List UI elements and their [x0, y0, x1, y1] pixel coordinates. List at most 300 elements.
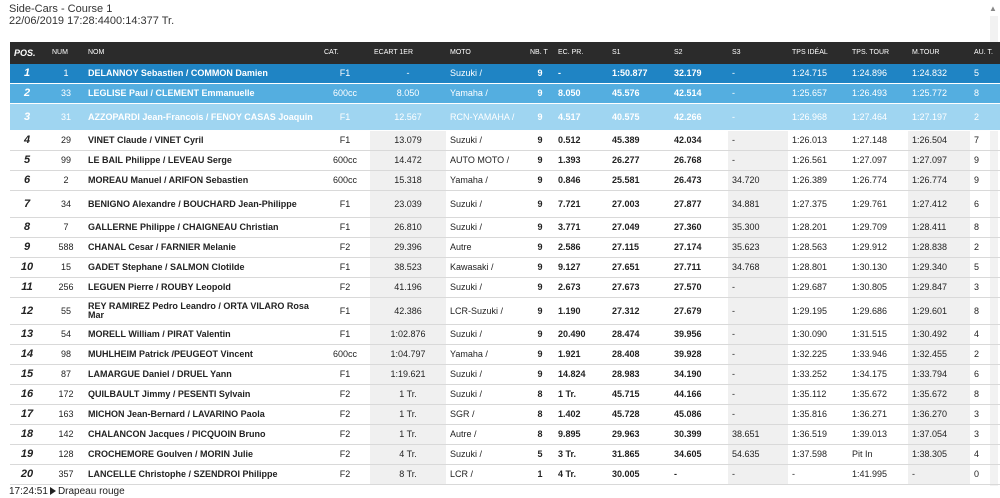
cell-laps-ago: 3 — [970, 425, 1000, 445]
cell-sector-3: - — [728, 278, 788, 298]
cell-position: 11 — [10, 278, 48, 298]
cell-sector-1: 27.115 — [608, 238, 670, 258]
cell-category: F1 — [320, 365, 370, 385]
cell-laps-ago: 2 — [970, 238, 1000, 258]
cell-number: 7 — [48, 218, 84, 238]
cell-driver-names: REY RAMIREZ Pedro Leandro / ORTA VILARO Rosa Mar — [84, 298, 320, 325]
cell-category: 600cc — [320, 151, 370, 171]
cell-ideal-time: 1:30.090 — [788, 325, 848, 345]
cell-number: 128 — [48, 445, 84, 465]
table-row[interactable] — [10, 345, 1000, 365]
cell-lap-time: 1:27.464 — [848, 104, 908, 131]
footer-message: Drapeau rouge — [57, 486, 125, 497]
cell-laps-ago: 6 — [970, 365, 1000, 385]
cell-sector-3: 34.881 — [728, 191, 788, 218]
cell-lap-time: 1:27.097 — [848, 151, 908, 171]
cell-laps: 8 — [526, 405, 554, 425]
table-row[interactable] — [10, 64, 1000, 84]
cell-laps: 1 — [526, 465, 554, 485]
cell-bike: RCN-YAMAHA / — [446, 104, 526, 131]
cell-gap-leader: 12.567 — [370, 104, 446, 131]
cell-position: 16 — [10, 385, 48, 405]
column-header[interactable]: NUM — [48, 42, 84, 64]
cell-laps-ago: 2 — [970, 104, 1000, 131]
cell-gap-previous: 4.517 — [554, 104, 608, 131]
cell-laps-ago: 8 — [970, 84, 1000, 104]
cell-laps: 9 — [526, 345, 554, 365]
table-row[interactable] — [10, 405, 1000, 425]
cell-bike: Autre — [446, 238, 526, 258]
cell-gap-leader: 1:04.797 — [370, 345, 446, 365]
column-header[interactable]: S3 — [728, 42, 788, 64]
column-header[interactable]: AU. T. — [970, 42, 1000, 64]
cell-position: 2 — [10, 84, 48, 104]
cell-lap-time: 1:27.148 — [848, 131, 908, 151]
cell-sector-1: 28.408 — [608, 345, 670, 365]
cell-ideal-time: 1:32.225 — [788, 345, 848, 365]
cell-laps: 8 — [526, 385, 554, 405]
cell-sector-1: 27.049 — [608, 218, 670, 238]
cell-lap-time: 1:39.013 — [848, 425, 908, 445]
cell-sector-1: 25.581 — [608, 171, 670, 191]
table-row[interactable] — [10, 325, 1000, 345]
cell-sector-1: 27.312 — [608, 298, 670, 325]
cell-sector-3: - — [728, 345, 788, 365]
cell-ideal-time: - — [788, 465, 848, 485]
column-header[interactable]: S2 — [670, 42, 728, 64]
cell-laps: 9 — [526, 104, 554, 131]
cell-best-lap: 1:25.772 — [908, 84, 970, 104]
cell-driver-names: LAMARGUE Daniel / DRUEL Yann — [84, 365, 320, 385]
cell-ideal-time: 1:36.519 — [788, 425, 848, 445]
cell-sector-1: 27.673 — [608, 278, 670, 298]
cell-sector-3: 34.768 — [728, 258, 788, 278]
cell-position: 15 — [10, 365, 48, 385]
table-row[interactable] — [10, 445, 1000, 465]
cell-bike: Kawasaki / — [446, 258, 526, 278]
table-row[interactable] — [10, 465, 1000, 485]
cell-category: F1 — [320, 131, 370, 151]
cell-lap-time: 1:30.805 — [848, 278, 908, 298]
cell-category: F2 — [320, 238, 370, 258]
cell-driver-names: GALLERNE Philippe / CHAIGNEAU Christian — [84, 218, 320, 238]
cell-number: 15 — [48, 258, 84, 278]
cell-position: 17 — [10, 405, 48, 425]
cell-bike: Yamaha / — [446, 171, 526, 191]
table-row[interactable] — [10, 278, 1000, 298]
cell-sector-1: 27.003 — [608, 191, 670, 218]
cell-gap-previous: 1.393 — [554, 151, 608, 171]
cell-sector-3: 34.720 — [728, 171, 788, 191]
play-arrow-icon — [50, 487, 56, 495]
column-header[interactable]: TPS IDÉAL — [788, 42, 848, 64]
table-row[interactable] — [10, 151, 1000, 171]
cell-lap-time: Pit In — [848, 445, 908, 465]
cell-bike: Suzuki / — [446, 278, 526, 298]
cell-bike: Autre / — [446, 425, 526, 445]
cell-laps-ago: 0 — [970, 465, 1000, 485]
cell-position: 6 — [10, 171, 48, 191]
cell-gap-previous: 1.402 — [554, 405, 608, 425]
cell-sector-2: 34.190 — [670, 365, 728, 385]
cell-position: 13 — [10, 325, 48, 345]
cell-position: 14 — [10, 345, 48, 365]
cell-laps: 9 — [526, 151, 554, 171]
cell-laps-ago: 8 — [970, 298, 1000, 325]
cell-number: 33 — [48, 84, 84, 104]
table-row[interactable] — [10, 218, 1000, 238]
cell-ideal-time: 1:26.013 — [788, 131, 848, 151]
cell-bike: Suzuki / — [446, 385, 526, 405]
cell-number: 2 — [48, 171, 84, 191]
cell-sector-2: 27.174 — [670, 238, 728, 258]
cell-sector-2: 34.605 — [670, 445, 728, 465]
cell-sector-2: 39.956 — [670, 325, 728, 345]
table-row[interactable] — [10, 425, 1000, 445]
cell-sector-1: 1:50.877 — [608, 64, 670, 84]
cell-ideal-time: 1:24.715 — [788, 64, 848, 84]
race-datetime: 22/06/2019 17:28:4400:14:377 Tr. — [9, 15, 175, 27]
cell-gap-leader: 1:19.621 — [370, 365, 446, 385]
cell-sector-1: 45.715 — [608, 385, 670, 405]
cell-sector-3: 38.651 — [728, 425, 788, 445]
cell-laps-ago: 4 — [970, 325, 1000, 345]
column-header[interactable]: CAT. — [320, 42, 370, 64]
cell-best-lap: 1:24.832 — [908, 64, 970, 84]
column-header[interactable]: MOTO — [446, 42, 526, 64]
cell-sector-3: - — [728, 151, 788, 171]
cell-driver-names: MOREAU Manuel / ARIFON Sebastien — [84, 171, 320, 191]
cell-bike: Suzuki / — [446, 325, 526, 345]
cell-sector-2: 42.266 — [670, 104, 728, 131]
column-header[interactable]: POS. — [10, 42, 48, 64]
cell-laps-ago: 6 — [970, 191, 1000, 218]
cell-laps: 8 — [526, 425, 554, 445]
cell-best-lap: 1:32.455 — [908, 345, 970, 365]
cell-category: F2 — [320, 278, 370, 298]
cell-ideal-time: 1:35.112 — [788, 385, 848, 405]
cell-number: 99 — [48, 151, 84, 171]
cell-category: F1 — [320, 218, 370, 238]
cell-position: 10 — [10, 258, 48, 278]
column-header[interactable]: EC. PR. — [554, 42, 608, 64]
cell-gap-leader: 13.079 — [370, 131, 446, 151]
cell-sector-3: - — [728, 405, 788, 425]
cell-best-lap: 1:29.601 — [908, 298, 970, 325]
table-row[interactable] — [10, 171, 1000, 191]
cell-sector-3: - — [728, 298, 788, 325]
column-header[interactable]: S1 — [608, 42, 670, 64]
cell-best-lap: 1:33.794 — [908, 365, 970, 385]
cell-driver-names: LANCELLE Christophe / SZENDROI Philippe — [84, 465, 320, 485]
cell-sector-1: 28.474 — [608, 325, 670, 345]
cell-ideal-time: 1:28.801 — [788, 258, 848, 278]
cell-lap-time: 1:41.995 — [848, 465, 908, 485]
cell-lap-time: 1:29.709 — [848, 218, 908, 238]
cell-lap-time: 1:29.912 — [848, 238, 908, 258]
cell-ideal-time: 1:26.561 — [788, 151, 848, 171]
cell-ideal-time: 1:28.563 — [788, 238, 848, 258]
cell-gap-leader: 41.196 — [370, 278, 446, 298]
cell-gap-previous: 20.490 — [554, 325, 608, 345]
cell-best-lap: 1:26.504 — [908, 131, 970, 151]
table-row[interactable] — [10, 191, 1000, 218]
cell-sector-3: 35.300 — [728, 218, 788, 238]
column-header[interactable]: M.TOUR — [908, 42, 970, 64]
cell-laps: 9 — [526, 218, 554, 238]
cell-gap-previous: 1 Tr. — [554, 385, 608, 405]
cell-sector-2: 42.514 — [670, 84, 728, 104]
cell-bike: Yamaha / — [446, 345, 526, 365]
scroll-up-icon[interactable]: ▲ — [989, 4, 997, 13]
cell-bike: Suzuki / — [446, 64, 526, 84]
cell-driver-names: AZZOPARDI Jean-Francois / FENOY CASAS Joaquin — [84, 104, 320, 131]
cell-laps-ago: 8 — [970, 385, 1000, 405]
cell-laps: 9 — [526, 278, 554, 298]
cell-bike: Yamaha / — [446, 84, 526, 104]
cell-best-lap: 1:27.412 — [908, 191, 970, 218]
cell-category: F2 — [320, 445, 370, 465]
cell-gap-previous: 3 Tr. — [554, 445, 608, 465]
cell-bike: Suzuki / — [446, 218, 526, 238]
cell-gap-leader: 15.318 — [370, 171, 446, 191]
cell-driver-names: CROCHEMORE Goulven / MORIN Julie — [84, 445, 320, 465]
cell-laps: 9 — [526, 258, 554, 278]
table-row[interactable] — [10, 258, 1000, 278]
cell-category: F2 — [320, 425, 370, 445]
cell-sector-1: 27.651 — [608, 258, 670, 278]
cell-driver-names: GADET Stephane / SALMON Clotilde — [84, 258, 320, 278]
cell-sector-2: 26.473 — [670, 171, 728, 191]
cell-category: 600cc — [320, 171, 370, 191]
cell-number: 142 — [48, 425, 84, 445]
table-row[interactable] — [10, 385, 1000, 405]
cell-gap-leader: 42.386 — [370, 298, 446, 325]
cell-category: 600cc — [320, 84, 370, 104]
cell-lap-time: 1:26.774 — [848, 171, 908, 191]
cell-best-lap: 1:28.838 — [908, 238, 970, 258]
cell-gap-leader: 8.050 — [370, 84, 446, 104]
cell-driver-names: BENIGNO Alexandre / BOUCHARD Jean-Philippe — [84, 191, 320, 218]
cell-sector-3: - — [728, 465, 788, 485]
cell-laps: 9 — [526, 84, 554, 104]
cell-bike: Suzuki / — [446, 365, 526, 385]
cell-category: F2 — [320, 405, 370, 425]
cell-lap-time: 1:31.515 — [848, 325, 908, 345]
cell-gap-leader: 38.523 — [370, 258, 446, 278]
table-row[interactable] — [10, 238, 1000, 258]
cell-sector-1: 26.277 — [608, 151, 670, 171]
cell-lap-time: 1:36.271 — [848, 405, 908, 425]
cell-best-lap: 1:37.054 — [908, 425, 970, 445]
cell-number: 357 — [48, 465, 84, 485]
cell-sector-3: - — [728, 131, 788, 151]
table-row[interactable] — [10, 84, 1000, 104]
cell-laps-ago: 3 — [970, 278, 1000, 298]
cell-position: 8 — [10, 218, 48, 238]
cell-gap-previous: 7.721 — [554, 191, 608, 218]
cell-sector-3: - — [728, 84, 788, 104]
cell-category: F1 — [320, 191, 370, 218]
cell-position: 5 — [10, 151, 48, 171]
cell-sector-3: 54.635 — [728, 445, 788, 465]
column-header[interactable]: NOM — [84, 42, 320, 64]
cell-lap-time: 1:35.672 — [848, 385, 908, 405]
cell-number: 1 — [48, 64, 84, 84]
results-table-container — [10, 42, 993, 480]
cell-driver-names: CHANAL Cesar / FARNIER Melanie — [84, 238, 320, 258]
cell-gap-previous: 9.127 — [554, 258, 608, 278]
cell-laps: 9 — [526, 298, 554, 325]
cell-position: 7 — [10, 191, 48, 218]
table-row[interactable] — [10, 131, 1000, 151]
cell-laps: 9 — [526, 325, 554, 345]
cell-driver-names: DELANNOY Sebastien / COMMON Damien — [84, 64, 320, 84]
cell-gap-leader: 1 Tr. — [370, 385, 446, 405]
cell-ideal-time: 1:26.968 — [788, 104, 848, 131]
cell-laps-ago: 2 — [970, 345, 1000, 365]
cell-driver-names: QUILBAULT Jimmy / PESENTI Sylvain — [84, 385, 320, 405]
cell-sector-2: 30.399 — [670, 425, 728, 445]
cell-number: 29 — [48, 131, 84, 151]
cell-sector-1: 45.728 — [608, 405, 670, 425]
cell-number: 54 — [48, 325, 84, 345]
cell-laps: 9 — [526, 131, 554, 151]
table-row[interactable] — [10, 298, 1000, 325]
cell-best-lap: 1:29.847 — [908, 278, 970, 298]
cell-laps: 9 — [526, 238, 554, 258]
column-header[interactable]: TPS. TOUR — [848, 42, 908, 64]
cell-sector-2: 26.768 — [670, 151, 728, 171]
cell-sector-3: - — [728, 64, 788, 84]
cell-ideal-time: 1:28.201 — [788, 218, 848, 238]
cell-sector-1: 31.865 — [608, 445, 670, 465]
cell-best-lap: 1:35.672 — [908, 385, 970, 405]
cell-sector-3: - — [728, 365, 788, 385]
cell-sector-2: 42.034 — [670, 131, 728, 151]
cell-sector-3: 35.623 — [728, 238, 788, 258]
cell-gap-leader: - — [370, 64, 446, 84]
cell-category: F2 — [320, 465, 370, 485]
cell-laps-ago: 4 — [970, 445, 1000, 465]
cell-laps-ago: 7 — [970, 131, 1000, 151]
cell-category: F2 — [320, 385, 370, 405]
cell-number: 34 — [48, 191, 84, 218]
cell-gap-previous: 9.895 — [554, 425, 608, 445]
cell-gap-previous: 2.673 — [554, 278, 608, 298]
cell-number: 256 — [48, 278, 84, 298]
cell-best-lap: 1:26.774 — [908, 171, 970, 191]
cell-sector-2: 39.928 — [670, 345, 728, 365]
cell-ideal-time: 1:29.687 — [788, 278, 848, 298]
column-header[interactable]: NB. T — [526, 42, 554, 64]
cell-ideal-time: 1:27.375 — [788, 191, 848, 218]
cell-best-lap: 1:38.305 — [908, 445, 970, 465]
cell-sector-2: - — [670, 465, 728, 485]
cell-gap-previous: - — [554, 64, 608, 84]
table-row[interactable] — [10, 104, 1000, 131]
cell-gap-leader: 14.472 — [370, 151, 446, 171]
cell-best-lap: 1:27.097 — [908, 151, 970, 171]
cell-bike: Suzuki / — [446, 131, 526, 151]
cell-best-lap: 1:30.492 — [908, 325, 970, 345]
cell-gap-leader: 23.039 — [370, 191, 446, 218]
cell-gap-leader: 8 Tr. — [370, 465, 446, 485]
cell-position: 9 — [10, 238, 48, 258]
cell-category: F1 — [320, 298, 370, 325]
cell-laps-ago: 8 — [970, 218, 1000, 238]
cell-number: 588 — [48, 238, 84, 258]
cell-gap-previous: 1.190 — [554, 298, 608, 325]
cell-laps-ago: 9 — [970, 151, 1000, 171]
cell-number: 163 — [48, 405, 84, 425]
cell-driver-names: VINET Claude / VINET Cyril — [84, 131, 320, 151]
cell-ideal-time: 1:25.657 — [788, 84, 848, 104]
cell-laps: 9 — [526, 64, 554, 84]
cell-category: F1 — [320, 64, 370, 84]
cell-gap-leader: 1 Tr. — [370, 405, 446, 425]
cell-sector-2: 27.360 — [670, 218, 728, 238]
cell-sector-1: 40.575 — [608, 104, 670, 131]
cell-category: F1 — [320, 258, 370, 278]
cell-gap-previous: 8.050 — [554, 84, 608, 104]
cell-position: 20 — [10, 465, 48, 485]
cell-best-lap: - — [908, 465, 970, 485]
cell-ideal-time: 1:37.598 — [788, 445, 848, 465]
cell-lap-time: 1:24.896 — [848, 64, 908, 84]
cell-sector-2: 27.711 — [670, 258, 728, 278]
cell-category: F1 — [320, 104, 370, 131]
cell-number: 55 — [48, 298, 84, 325]
column-header[interactable]: ECART 1ER — [370, 42, 446, 64]
cell-position: 4 — [10, 131, 48, 151]
cell-sector-2: 27.679 — [670, 298, 728, 325]
cell-driver-names: MUHLHEIM Patrick /PEUGEOT Vincent — [84, 345, 320, 365]
cell-number: 172 — [48, 385, 84, 405]
table-body — [10, 64, 1000, 485]
cell-category: F1 — [320, 325, 370, 345]
cell-laps-ago: 5 — [970, 64, 1000, 84]
cell-number: 31 — [48, 104, 84, 131]
cell-best-lap: 1:28.411 — [908, 218, 970, 238]
cell-gap-previous: 4 Tr. — [554, 465, 608, 485]
cell-sector-3: - — [728, 325, 788, 345]
cell-ideal-time: 1:35.816 — [788, 405, 848, 425]
cell-best-lap: 1:36.270 — [908, 405, 970, 425]
cell-laps-ago: 9 — [970, 171, 1000, 191]
cell-driver-names: CHALANCON Jacques / PICQUOIN Bruno — [84, 425, 320, 445]
cell-position: 3 — [10, 104, 48, 131]
cell-laps: 9 — [526, 191, 554, 218]
cell-sector-2: 27.877 — [670, 191, 728, 218]
cell-gap-previous: 0.512 — [554, 131, 608, 151]
cell-bike: Suzuki / — [446, 191, 526, 218]
cell-bike: SGR / — [446, 405, 526, 425]
cell-position: 1 — [10, 64, 48, 84]
cell-gap-leader: 29.396 — [370, 238, 446, 258]
cell-ideal-time: 1:26.389 — [788, 171, 848, 191]
cell-best-lap: 1:29.340 — [908, 258, 970, 278]
cell-gap-previous: 2.586 — [554, 238, 608, 258]
cell-number: 87 — [48, 365, 84, 385]
cell-gap-leader: 4 Tr. — [370, 445, 446, 465]
cell-bike: LCR / — [446, 465, 526, 485]
results-table — [10, 42, 1000, 485]
table-row[interactable] — [10, 365, 1000, 385]
cell-lap-time: 1:33.946 — [848, 345, 908, 365]
cell-sector-3: - — [728, 385, 788, 405]
cell-driver-names: LEGUEN Pierre / ROUBY Leopold — [84, 278, 320, 298]
